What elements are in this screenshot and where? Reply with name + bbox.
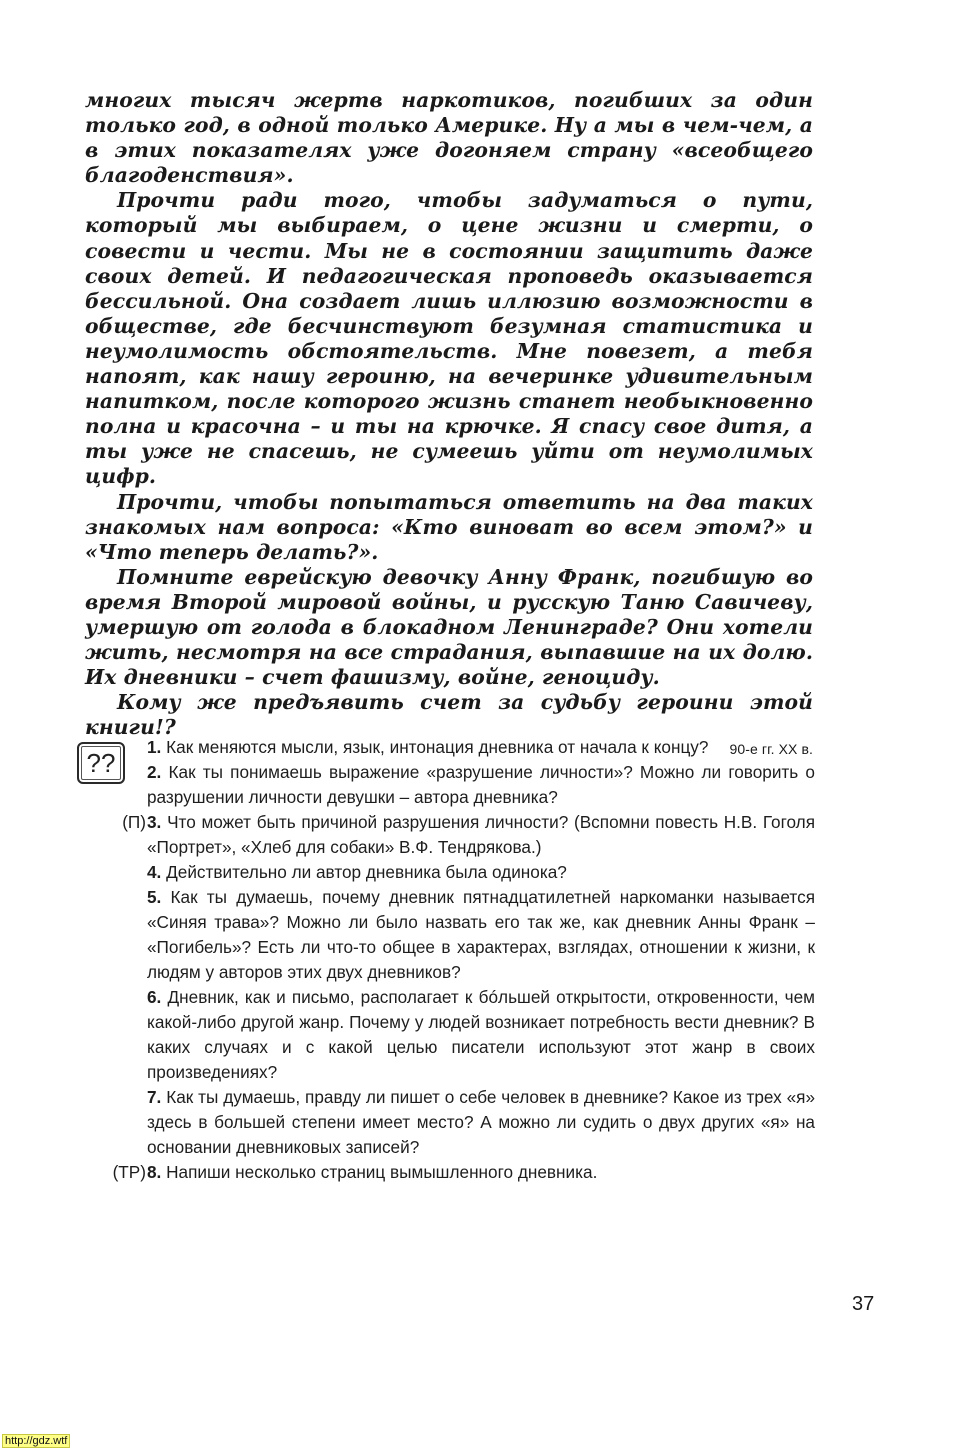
question-text: Дневник, как и письмо, располагает к бóльшей открытости, откровенности, чем какой-либо другой жанр. Почему у людей возникает потребность вести дневник? В каких случаях и с какой целью писатели используют этот жанр в своих произведениях? xyxy=(147,987,815,1082)
source-watermark[interactable]: http://gdz.wtf xyxy=(2,1434,70,1448)
question-marks-icon: ?? xyxy=(77,742,125,784)
question-text: Как меняются мысли, язык, интонация дневника от начала к концу? xyxy=(166,737,709,757)
question-item xyxy=(112,1160,815,1185)
question-tag: (ТР) xyxy=(112,1162,146,1182)
question-text: Действительно ли автор дневника была одинока? xyxy=(166,862,567,882)
question-item xyxy=(122,810,815,860)
prose-block xyxy=(85,88,813,759)
question-text: Что может быть причиной разрушения личности? (Вспомни повесть Н.В. Гоголя «Портрет», «Хлеб для собаки» В.Ф. Тендрякова.) xyxy=(147,812,815,857)
question-item xyxy=(147,760,815,810)
question-item xyxy=(147,735,815,760)
question-number: 8. xyxy=(147,1162,162,1182)
question-item xyxy=(147,860,815,885)
question-number: 7. xyxy=(147,1087,162,1107)
prose-paragraph: Прочти ради того, чтобы задуматься о пути, который мы выбираем, о цене жизни и смерти, о совести и чести. Мы не в состоянии защитить даже своих детей. И педагогическая проповедь оказывается бессильной. Она создает лишь иллюзию возможности в обществе, где бесчинствуют безумная статистика и неумолимость обстоятельств. Мне повезет, а тебя напоят, как нашу героиню, на вечеринке удивительным напитком, после которого жизнь станет необыкновенно полна и красочна – и ты на крючке. Я спасу свое дитя, а ты уже не спасешь, не сумеешь уйти от неумолимых цифр. xyxy=(85,188,813,489)
prose-paragraph: многих тысяч жертв наркотиков, погибших за один только год, в одной только Америке. Ну а мы в чем-чем, а в этих показателях уже догоняем страну «всеобщего благоденствия». xyxy=(85,88,813,188)
prose-paragraph: Прочти, чтобы попытаться ответить на два таких знакомых нам вопроса: «Кто виноват во всем этом?» и «Что теперь делать?». xyxy=(85,489,813,564)
prose-paragraph: Кому же предъявить счет за судьбу героини этой книги!? xyxy=(85,690,813,740)
question-number: 6. xyxy=(147,987,162,1007)
question-number: 4. xyxy=(147,862,162,882)
prose-paragraph: Помните еврейскую девочку Анну Франк, погибшую во время Второй мировой войны, и русскую Таню Савичеву, умершую от голода в блокадном Ленинграде? Они хотели жить, несмотря на все страдания, выпавшие на их долю. Их дневники – счет фашизму, войне, геноциду. xyxy=(85,564,813,690)
question-number: 5. xyxy=(147,887,162,907)
question-text: Как ты думаешь, почему дневник пятнадцатилетней наркоманки называется «Синяя трава»? Можно ли было назвать его так же, как дневник Анны Франк – «Погибель»? Есть ли что-то общее в характерах, взглядах, отношении к жизни, к людям у авторов этих двух дневников? xyxy=(147,887,815,982)
questions-list xyxy=(112,735,815,1185)
question-number: 2. xyxy=(147,762,162,782)
question-text: Напиши несколько страниц вымышленного дневника. xyxy=(166,1162,598,1182)
question-item xyxy=(147,985,815,1085)
page-number: 37 xyxy=(852,1293,875,1315)
question-number: 3. xyxy=(147,812,162,832)
date-note: 90-е гг. ХХ в. xyxy=(729,741,813,758)
question-number: 1. xyxy=(147,737,162,757)
question-item xyxy=(147,885,815,985)
question-text: Как ты думаешь, правду ли пишет о себе человек в дневнике? Какое из трех «я» здесь в большей степени имеет место? А можно ли судить о двух других «я» на основании дневниковых записей? xyxy=(147,1087,815,1157)
question-tag: (П) xyxy=(122,812,146,832)
question-text: Как ты понимаешь выражение «разрушение личности»? Можно ли говорить о разрушении личности девушки – автора дневника? xyxy=(147,762,815,807)
question-item xyxy=(147,1085,815,1160)
